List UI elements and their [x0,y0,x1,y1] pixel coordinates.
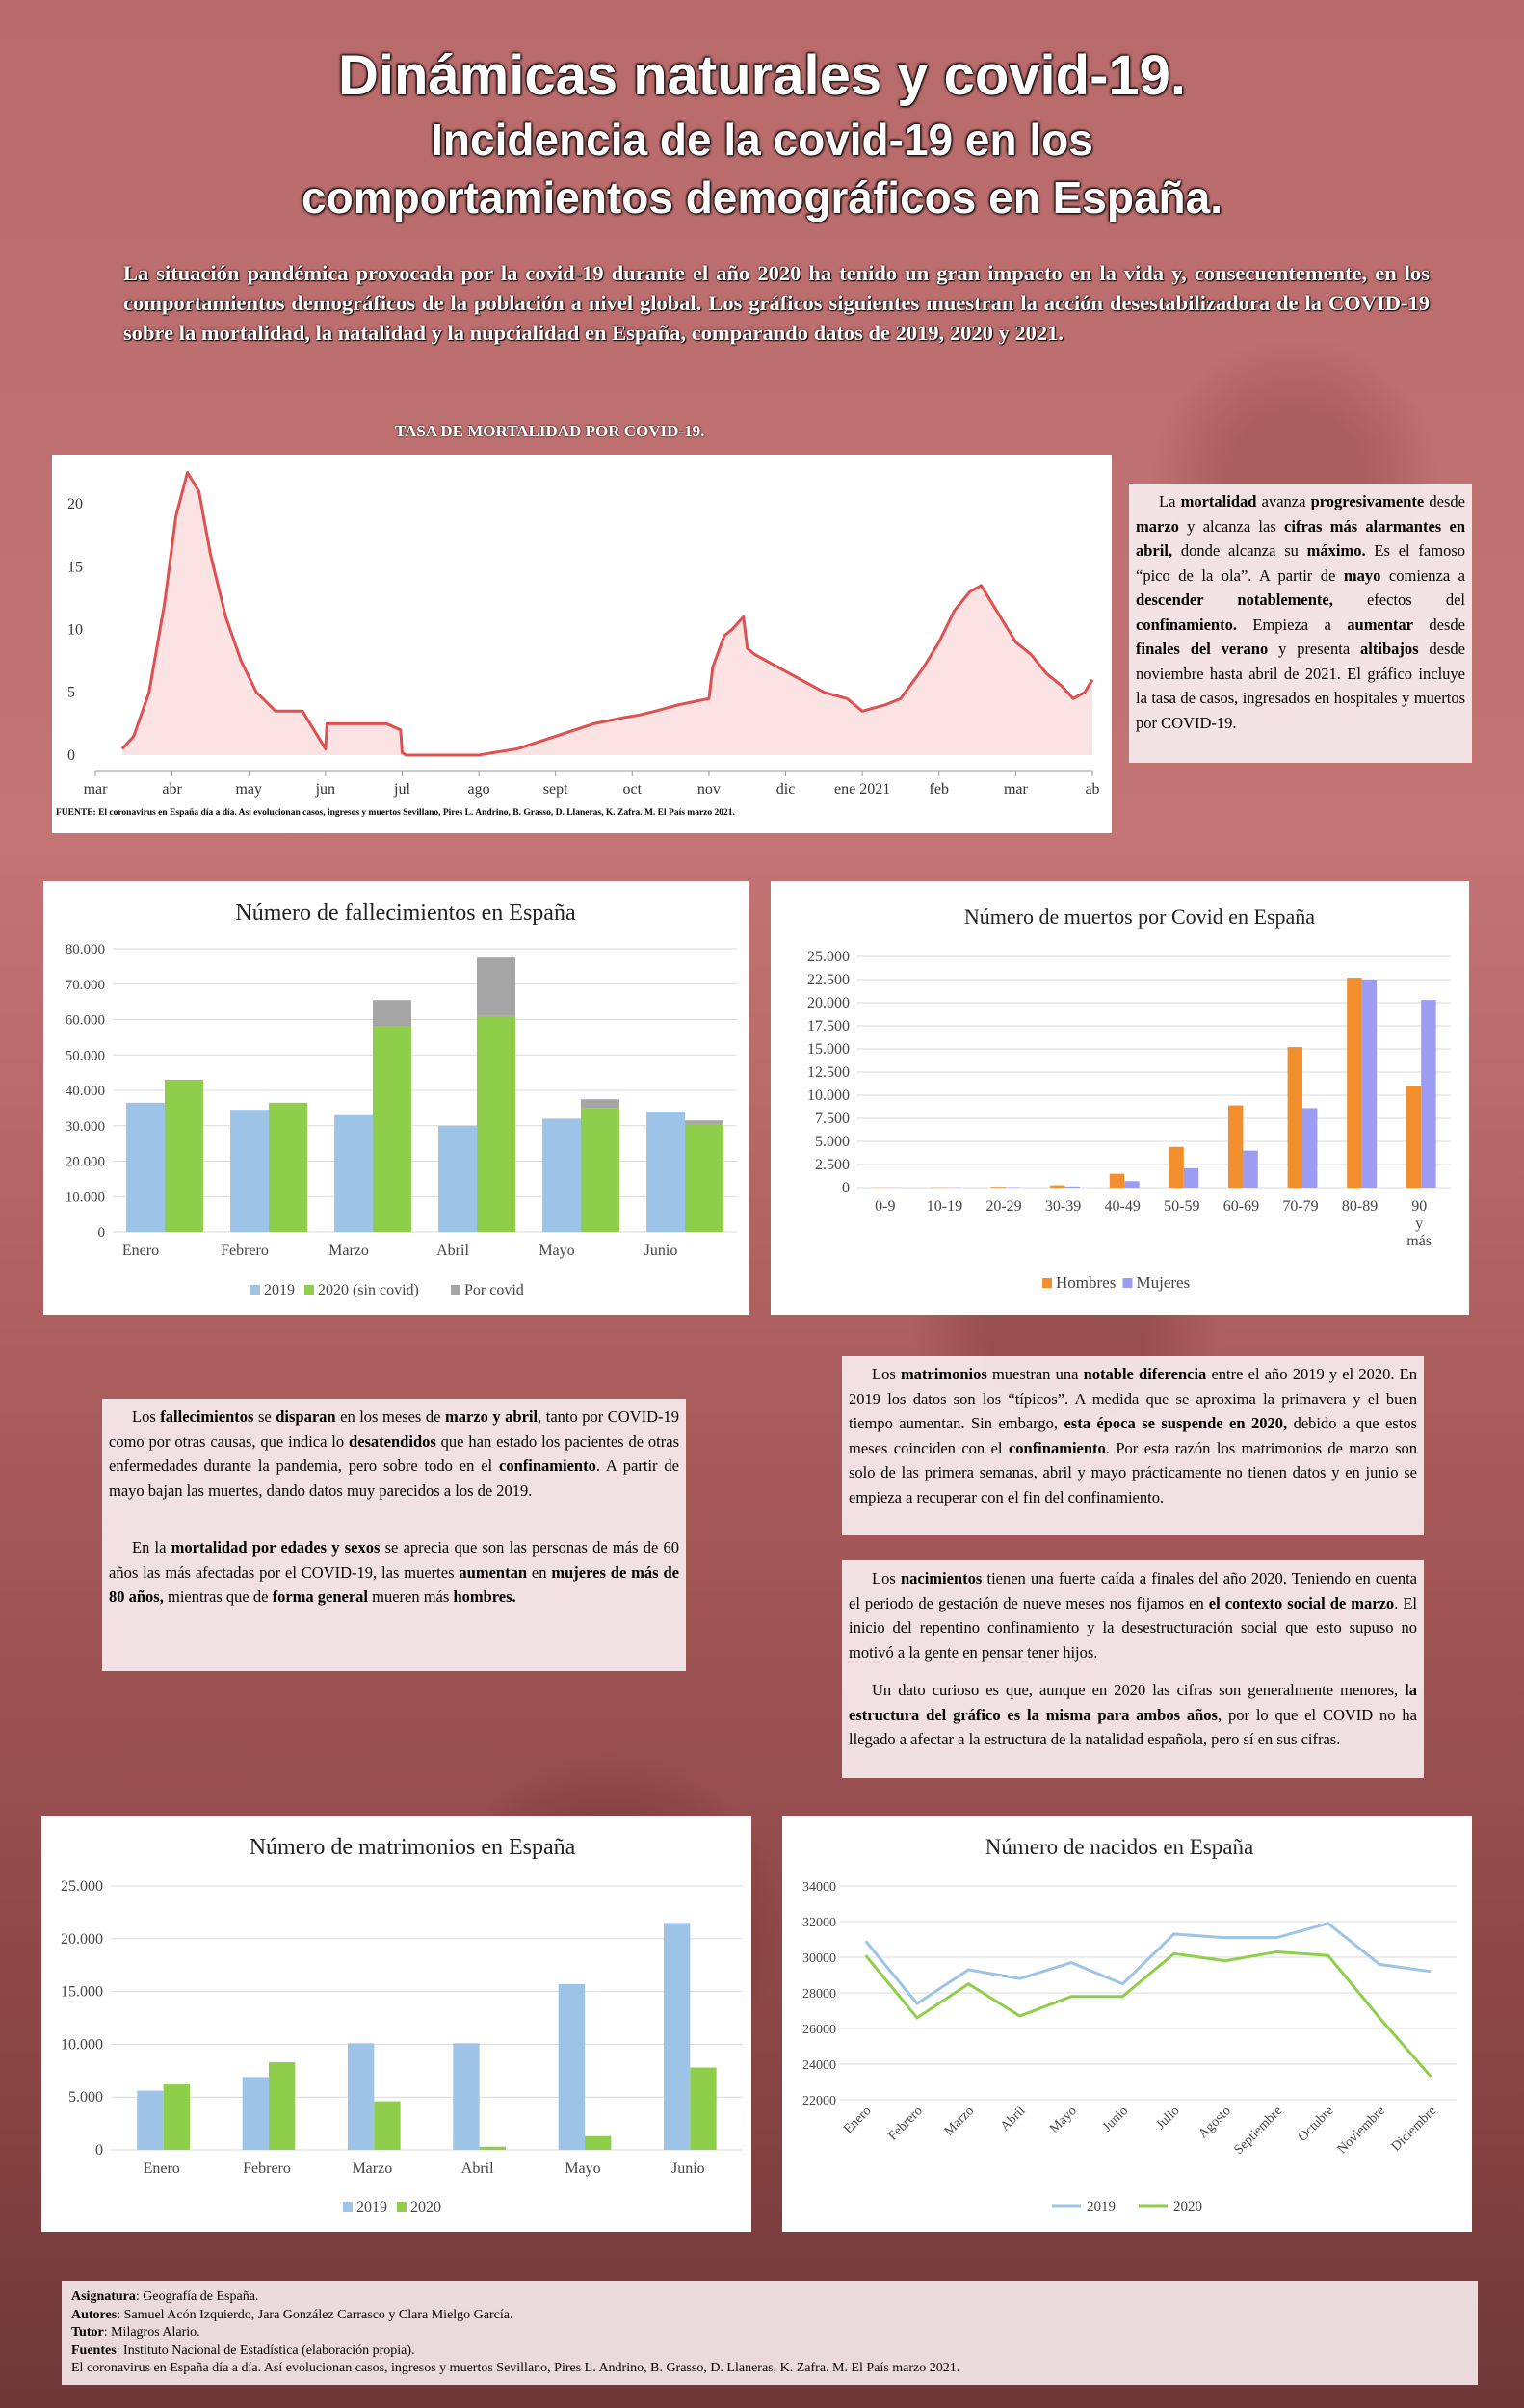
y-tick-label: 70.000 [65,977,105,993]
x-tick-label: jun [315,781,336,798]
x-tick-label: Febrero [221,1243,269,1259]
chart-title: Número de nacidos en España [985,1835,1254,1859]
x-tick-label: ene 2021 [834,781,891,798]
bar-2020-abril [480,2147,506,2150]
bar-2020-mayo [585,2136,611,2150]
mortality-textbox [1129,484,1472,763]
bar-2020-sin-covid--mayo [581,1108,619,1232]
bar-2020-sin-covid--abril [477,1016,515,1232]
x-tick-label: 50-59 [1164,1198,1200,1215]
bar-2020-sin-covid--enero [165,1080,203,1232]
bar-2019-junio [664,1923,690,2150]
bar-2020-enero [164,2084,190,2150]
y-tick-label: 24000 [802,2058,836,2073]
credit-fuentes: Fuentes: Instituto Nacional de Estadística (elaboración propia). [71,2343,415,2358]
bar-por-covid-mayo [581,1099,619,1108]
bar-por-covid-marzo [373,1000,411,1027]
x-tick-label: Junio [1100,2104,1132,2135]
chart-title: Número de muertos por Covid en España [963,904,1316,929]
covid-deaths-chart [771,881,1469,1315]
deaths-chart [43,881,749,1315]
y-tick-label: 60.000 [65,1012,105,1029]
x-tick-label: Enero [841,2104,875,2137]
y-tick-label: 20.000 [61,1930,103,1948]
bar-hombres-80-89 [1347,978,1361,1188]
page-title: Dinámicas naturales y covid-19. [337,44,1187,107]
credit-tutor: Tutor: Milagros Alario. [71,2325,200,2340]
x-tick-label: ago [467,781,490,798]
x-tick-label: abr [162,781,182,798]
x-tick-label: Septiembre [1231,2104,1286,2158]
x-tick-label: Febrero [243,2160,291,2177]
x-tick-label: sept [542,781,568,798]
y-tick-label: 20 [67,496,83,513]
legend-label: Hombres [1056,1273,1117,1292]
x-tick-label: mar [83,781,108,798]
bar-2020-sin-covid--marzo [373,1027,411,1232]
chart-title: Número de matrimonios en España [249,1835,576,1860]
x-tick-label: 90 [1411,1198,1428,1215]
bar-2020-sin-covid--febrero [269,1103,307,1232]
y-tick-label: 12.500 [807,1064,850,1081]
y-tick-label: 20.000 [807,995,850,1011]
bar-por-covid-junio [685,1120,723,1124]
y-tick-label: 50.000 [65,1048,105,1064]
y-tick-label: 30000 [802,1951,836,1966]
y-tick-label: 25.000 [807,949,850,965]
bar-mujeres-30-39 [1065,1187,1080,1188]
y-tick-label: 22000 [802,2094,836,2108]
x-tick-label: dic [775,781,796,798]
covid-deaths-chart-panel [771,881,1469,1315]
births-structure-text: Un dato curioso es que, aunque en 2020 las cifras son generalmente menores, la estructura del gráfico es la misma para ambos años, por lo que el COVID no ha llegado a afectar a la estructura de la natalidad española, pero sí en sus cifras. [849,1681,1417,1748]
mortality-area [122,472,1092,754]
x-tick-label: Mayo [1047,2104,1080,2136]
bar-hombres-90-y-m-s [1406,1086,1421,1188]
x-tick-label: 0-9 [875,1198,896,1215]
credits-footer [62,2281,1478,2385]
x-tick-label: Enero [121,1243,160,1259]
x-tick-label: feb [929,781,949,798]
page-subtitle-line1: Incidencia de la covid-19 en los [431,115,1093,165]
legend-label: 2020 [1173,2199,1202,2214]
age-sex-text: En la mortalidad por edades y sexos se aprecia que son las personas de más de 60 años las más afectadas por el COVID-19, las muertes aumentan en mujeres de más de 80 años, mientras que de forma general mueren más hombres. [109,1538,679,1606]
x-tick-label: mar [1003,781,1028,798]
bar-hombres-50-59 [1169,1147,1183,1188]
x-tick-label: 10-19 [926,1198,963,1215]
bar-2020-marzo [374,2102,400,2150]
x-tick-label: más [1406,1233,1432,1249]
y-tick-label: 30.000 [65,1118,105,1135]
bar-mujeres-50-59 [1184,1168,1198,1188]
legend-label: Mujeres [1136,1273,1191,1292]
x-tick-label: 30-39 [1044,1198,1082,1215]
bar-por-covid-abril [477,957,515,1016]
credit-asignatura: Asignatura: Geografía de España. [71,2290,259,2304]
x-tick-label: y [1415,1216,1424,1232]
legend-label: 2019 [1087,2199,1116,2214]
y-tick-label: 34000 [802,1880,836,1895]
bar-2020-junio [690,2068,716,2150]
x-tick-label: 40-49 [1104,1198,1141,1215]
page-subtitle-line2: comportamientos demográficos en España. [301,172,1222,222]
bar-mujeres-90-y-m-s [1421,1000,1435,1188]
births-textbox [842,1560,1424,1778]
credit-autores: Autores: Samuel Acón Izquierdo, Jara González Carrasco y Clara Mielgo García. [71,2307,513,2322]
y-tick-label: 15.000 [807,1041,850,1058]
legend-swatch [250,1285,260,1295]
births-text: Los nacimientos tienen una fuerte caída a finales del año 2020. Teniendo en cuenta el periodo de gestación de nueve meses nos fijamos en el contexto social de marzo. El inicio del repentino confinamiento y la desestructuración social que esto supuso no motivó a la gente en pensar tener hijos. [849,1569,1418,1662]
line-2020 [866,1951,1432,2077]
legend-swatch [1123,1278,1133,1288]
bar-2019-febrero [230,1110,269,1232]
y-tick-label: 0 [842,1180,850,1196]
x-tick-label: Noviembre [1334,2104,1388,2158]
legend-label: 2019 [356,2199,387,2215]
x-tick-label: Diciembre [1388,2104,1440,2155]
x-tick-label: Junio [670,2160,705,2177]
x-tick-label: Febrero [885,2104,926,2144]
x-tick-label: nov [696,781,721,798]
legend-label: 2019 [264,1282,295,1298]
bar-2019-enero [137,2091,163,2150]
x-tick-label: 20-29 [985,1198,1022,1215]
mortality-chart [52,455,1112,801]
y-tick-label: 22.500 [807,972,850,988]
x-tick-label: Abril [997,2104,1029,2134]
y-tick-label: 10.000 [65,1190,105,1206]
x-tick-label: Mayo [565,2160,601,2177]
y-tick-label: 5 [67,684,75,701]
x-tick-label: Marzo [328,1243,369,1259]
bar-mujeres-70-79 [1302,1108,1317,1188]
y-tick-label: 5.000 [815,1134,850,1150]
marriages-text: Los matrimonios muestran una notable diferencia entre el año 2019 y el 2020. En 2019 los datos son los “típicos”. A medida que se aproxima la primavera y el buen tiempo aumentan. Sin embargo, esta época se suspende en 2020, debido a que estos meses coinciden con el confinamiento. Por esta razón los matrimonios de marzo son solo de las primera semanas, abril y mayo prácticamente no tienen datos y en junio se empieza a recuperar con el fin del confinamiento. [849,1365,1418,1506]
y-tick-label: 10 [67,621,83,639]
marriages-chart-panel [41,1816,751,2232]
bar-hombres-40-49 [1110,1174,1124,1188]
bar-hombres-60-69 [1228,1106,1243,1188]
bar-2020-sin-covid--junio [685,1124,723,1232]
legend-label: 2020 (sin covid) [318,1282,419,1298]
y-tick-label: 17.500 [807,1018,850,1034]
x-tick-label: Agosto [1196,2104,1234,2142]
x-tick-label: jul [394,781,410,798]
y-tick-label: 10.000 [807,1087,850,1104]
legend-swatch [304,1285,314,1295]
mortality-chart-panel [52,455,1112,833]
marriages-chart [41,1816,751,2232]
line-2019 [866,1924,1432,2003]
x-tick-label: ab [1085,781,1100,798]
x-tick-label: may [235,781,263,798]
bar-hombres-30-39 [1050,1186,1064,1188]
y-tick-label: 28000 [802,1987,836,2002]
y-tick-label: 15 [67,559,83,576]
legend-swatch [397,2202,407,2212]
credit-fuentes-2: El coronavirus en España día a día. Así evolucionan casos, ingresos y muertos Sevillano, Pires L. Andrino, B. Grasso, D. Llaneras, K. Zafra. M. El País marzo 2021. [71,2361,960,2375]
intro-paragraph: La situación pandémica provocada por la covid-19 durante el año 2020 ha tenido un gran impacto en la vida y, consecuentemente, en los comportamientos demográficos de la población a nivel global. Los gráficos siguientes muestran la acción desestabilizadora de la COVID-19 sobre la mortalidad, la natalidad y la nupcialidad en España, comparando datos de 2019, 2020 y 2021. [123,261,1430,345]
bar-mujeres-40-49 [1124,1181,1139,1188]
x-tick-label: Junio [644,1243,678,1259]
y-tick-label: 80.000 [65,942,105,957]
y-tick-label: 0 [97,1225,105,1241]
x-tick-label: Abril [436,1243,469,1259]
deaths-text: Los fallecimientos se disparan en los meses de marzo y abril, tanto por COVID-19 como por otras causas, que indica lo desatendidos que han estado los pacientes de otras enfermedades durante la pandemia, pero sobre todo en el confinamiento. A partir de mayo bajan las muertes, dando datos muy parecidos a los de 2019. [109,1407,680,1500]
x-tick-label: Enero [143,2160,180,2177]
y-tick-label: 25.000 [61,1878,103,1895]
y-tick-label: 5.000 [68,2089,103,2107]
x-tick-label: Mayo [539,1243,575,1259]
bar-2019-junio [646,1112,685,1232]
bar-mujeres-80-89 [1362,980,1377,1188]
y-tick-label: 0 [67,746,75,764]
bar-2019-marzo [334,1115,373,1232]
bar-2019-abril [453,2043,479,2150]
chart-title: Número de fallecimientos en España [235,901,576,926]
bar-2019-febrero [243,2077,269,2150]
x-tick-label: 60-69 [1222,1198,1260,1215]
bar-2019-mayo [559,1984,585,2150]
deaths-textbox [102,1399,686,1671]
bar-hombres-70-79 [1288,1047,1302,1188]
bar-2020-febrero [269,2062,295,2150]
y-tick-label: 2.500 [815,1157,850,1173]
legend-swatch [451,1285,460,1295]
bar-2019-marzo [348,2043,374,2150]
deaths-chart-panel [43,881,749,1315]
y-tick-label: 32000 [802,1916,836,1930]
y-tick-label: 20.000 [65,1154,105,1170]
bar-mujeres-60-69 [1243,1151,1257,1188]
legend-label: 2020 [410,2199,441,2215]
bar-2019-mayo [542,1118,581,1232]
mortality-text: La mortalidad avanza progresivamente desde marzo y alcanza las cifras más alarmantes en abril, donde alcanza su máximo. Es el famoso “pico de la ola”. A partir de mayo comienza a descender notablemente, efectos del confinamiento. Empieza a aumentar desde finales del verano y presenta altibajos desde noviembre hasta abril de 2021. El gráfico incluye la tasa de casos, ingresados en hospitales y muertos por COVID-19. [1136,492,1466,732]
marriages-textbox [842,1356,1424,1535]
x-tick-label: 70-79 [1282,1198,1319,1215]
x-tick-label: oct [622,781,643,798]
x-tick-label: 80-89 [1341,1198,1379,1215]
x-tick-label: Octubre [1296,2104,1337,2145]
y-tick-label: 26000 [802,2023,836,2037]
mortality-section-title: TASA DE MORTALIDAD POR COVID-19. [395,422,705,440]
x-tick-label: Marzo [941,2104,978,2139]
y-tick-label: 10.000 [61,2036,103,2054]
births-chart-panel [782,1816,1472,2232]
legend-swatch [1042,1278,1052,1288]
births-chart [782,1816,1472,2232]
y-tick-label: 15.000 [61,1983,103,2001]
y-tick-label: 0 [95,2142,103,2159]
y-tick-label: 40.000 [65,1084,105,1099]
x-tick-label: Julio [1153,2104,1183,2133]
y-tick-label: 7.500 [815,1111,850,1127]
x-tick-label: Marzo [352,2160,393,2177]
bar-hombres-20-29 [991,1187,1006,1188]
x-tick-label: Abril [460,2160,494,2177]
bar-2019-enero [126,1103,165,1232]
bar-2019-abril [438,1126,477,1232]
mortality-source: FUENTE: El coronavirus en España día a día. Así evolucionan casos, ingresos y muertos Sevillano, Pires L. Andrino, B. Grasso, D. Llaneras, K. Zafra. M. El País marzo 2021. [56,808,735,818]
legend-label: Por covid [464,1282,524,1298]
legend-swatch [343,2202,353,2212]
